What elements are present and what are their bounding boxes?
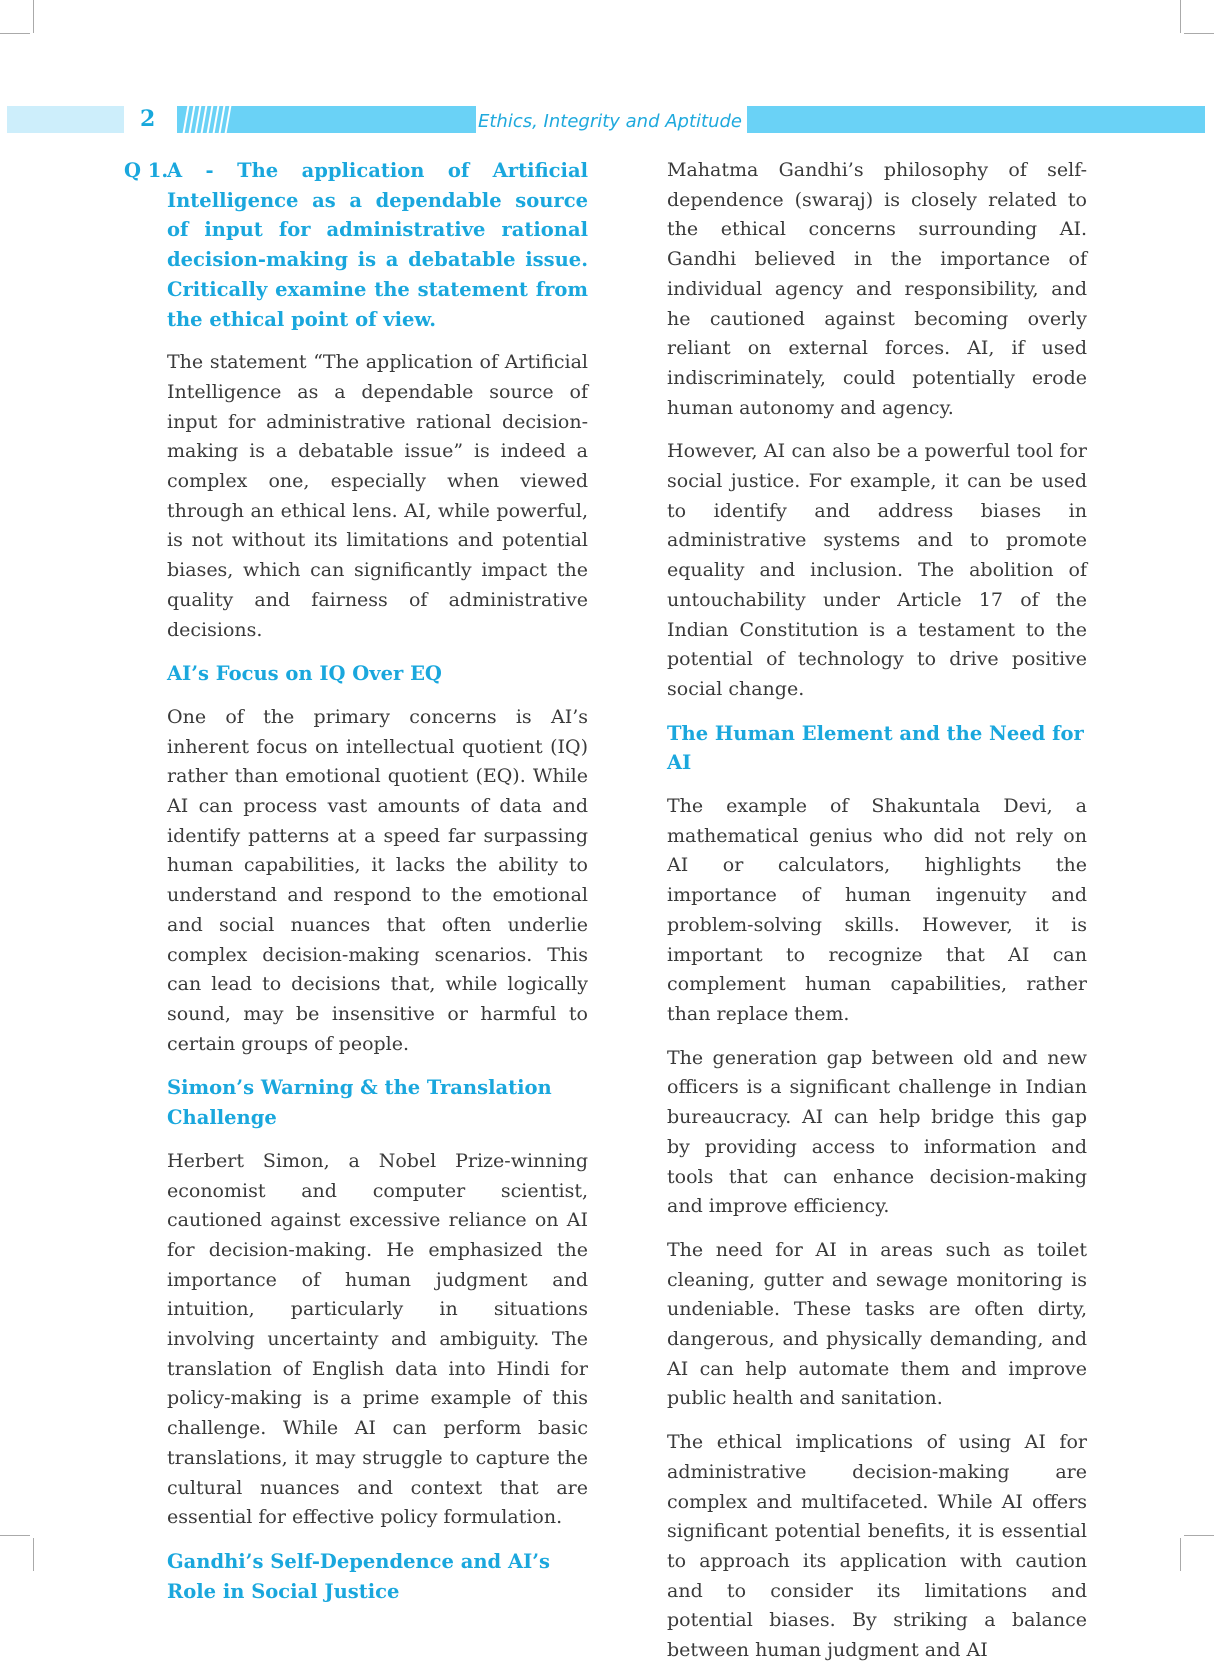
iq-paragraph: One of the primary concerns is AI’s inherent focus on intellectual quotient (IQ) rather than emotional quotient (EQ). While AI can process vast amounts of data and identify patterns at a speed far surpassing human capabilities, it lacks the ability to understand and respond to the emotional and social nuances that often underlie complex decision-making scenarios. This can lead to decisions that, while logically sound, may be insensitive or harmful to certain groups of people. [167, 705, 588, 1055]
crop-mark [33, 0, 34, 33]
section-heading-iq: AI’s Focus on IQ Over EQ [167, 662, 442, 686]
crop-mark [0, 1535, 30, 1536]
simon-paragraph: Herbert Simon, a Nobel Prize-winning economist and computer scientist, cautioned against excessive reliance on AI for decision-making. He emphasized the importance of human judgment and intuition, particularly in situations involving uncertainty and ambiguity. The translation of English data into Hindi for policy-making is a prime example of this challenge. While AI can perform basic translations, it may struggle to capture the cultural nuances and context that are essential for effective policy formulation. [167, 1149, 588, 1529]
question-heading [124, 156, 588, 334]
generation-gap-paragraph: The generation gap between old and new officers is a significant challenge in Indian bureaucracy. AI can help bridge this gap by providing access to information and tools that can enhance decision-making and improve efficiency. [667, 1046, 1087, 1218]
section-heading-human-element: The Human Element and the Need for AI [667, 721, 1084, 775]
header-stripe-decoration [177, 106, 233, 133]
crop-mark [33, 1538, 34, 1571]
crop-mark [0, 33, 30, 34]
section-heading-simon: Simon’s Warning & the Translation Challenge [167, 1076, 552, 1130]
gandhi-paragraph: Mahatma Gandhi’s philosophy of self-dependence (swaraj) is closely related to the ethical concerns surrounding AI. Gandhi believed in the importance of individual agency and responsibility, and he cautioned against becoming overly reliant on external forces. AI, if used indiscriminately, could potentially erode human autonomy and agency. [667, 159, 1087, 419]
section-heading-gandhi: Gandhi’s Self-Dependence and AI’s Role in Social Justice [167, 1549, 551, 1603]
page-number: 2 [140, 106, 156, 132]
toilet-cleaning-paragraph: The need for AI in areas such as toilet cleaning, gutter and sewage monitoring is undeniable. These tasks are often dirty, dangerous, and physically demanding, and AI can help automate them and improve public health and sanitation. [667, 1238, 1087, 1410]
question-text: A - The application of Artificial Intelligence as a dependable source of input for administrative rational decision-making is a debatable issue. Critically examine the statement from the ethical point of view. [167, 159, 588, 331]
header-right-band [747, 106, 1205, 133]
crop-mark [1184, 33, 1214, 34]
ethical-implications-paragraph: The ethical implications of using AI for administrative decision-making are complex and multifaceted. While AI offers significant potential benefits, it is essential to approach its application with caution and to consider its limitations and potential biases. By striking a balance between human judgment and AI [667, 1431, 1087, 1662]
crop-mark [1180, 1538, 1181, 1571]
crop-mark [1180, 0, 1181, 33]
question-label: Q 1. [124, 159, 169, 182]
header-left-band [7, 106, 124, 133]
shakuntala-paragraph: The example of Shakuntala Devi, a mathematical genius who did not rely on AI or calculators, highlights the importance of human ingenuity and problem-solving skills. However, it is important to recognize that AI can complement human capabilities, rather than replace them. [667, 795, 1087, 1025]
intro-paragraph: The statement “The application of Artificial Intelligence as a dependable source of input for administrative rational decision-making is a debatable issue” is indeed a complex one, especially when viewed through an ethical lens. AI, while powerful, is not without its limitations and potential biases, which can significantly impact the quality and fairness of administrative decisions. [167, 351, 588, 641]
social-justice-paragraph: However, AI can also be a powerful tool for social justice. For example, it can be used to identify and address biases in administrative systems and to promote equality and inclusion. The abolition of untouchability under Article 17 of the Indian Constitution is a testament to the potential of technology to drive positive social change. [667, 440, 1087, 700]
book-title: Ethics, Integrity and Aptitude [476, 106, 744, 133]
left-column [124, 156, 588, 1620]
header-band [233, 106, 476, 133]
crop-mark [1184, 1535, 1214, 1536]
right-column [667, 156, 1087, 1680]
